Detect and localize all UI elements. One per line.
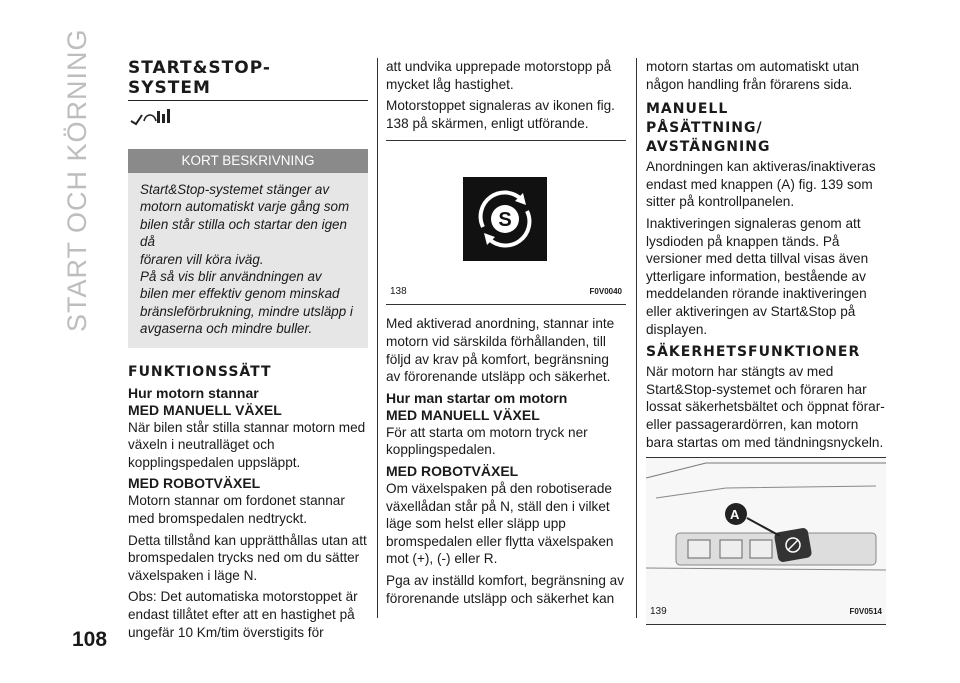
eco-icon (128, 107, 368, 129)
subheading: MED MANUELL VÄXEL (386, 406, 540, 423)
summary-line: bränsleförbrukning, mindre utsläpp i (140, 303, 353, 319)
subheading: Hur motorn stannar (128, 384, 259, 401)
section-heading: PÅSÄTTNING/ (646, 120, 763, 137)
svg-text:S: S (498, 209, 512, 232)
summary-line: avgaserna och mindre buller. (140, 321, 313, 337)
subheading: MED ROBOTVÄXEL (128, 475, 261, 492)
paragraph: Om växelspaken på den robotiserade växellådan står på N, ställ den i vilket läge som helst eller släpp upp bromspedalen eller flytta växelspaken mot (+), (-) eller R. (386, 480, 614, 567)
paragraph: För att starta om motorn tryck ner kopplingspedalen. (386, 424, 588, 458)
page-number: 108 (72, 628, 108, 651)
paragraph: Detta tillstånd kan upprätthållas utan att bromspedalen trycks ned om du sätter växelspaken i läge N. (128, 532, 367, 583)
paragraph: Inaktiveringen signaleras genom att lysdioden på knappen tänds. På versioner med detta tillval visas även ytterligare information, bestående av meddelanden rörande inaktiveringen eller aktiveringen av Start&Stop på displayen. (646, 215, 869, 337)
subheading: MED MANUELL VÄXEL (128, 401, 282, 418)
column-divider (636, 58, 637, 618)
summary-line: föraren vill köra iväg. (140, 251, 264, 267)
section-heading: MANUELL (646, 101, 729, 118)
section-heading: START&STOP- (128, 58, 271, 78)
paragraph: Motorstoppet signaleras av ikonen fig. 138 på skärmen, enligt utförande. (386, 98, 615, 131)
column-2 (386, 58, 626, 611)
summary-line: motorn automatiskt varje gång som (140, 199, 350, 215)
heading-rule (128, 100, 368, 101)
callout-label-a: A (730, 507, 740, 523)
paragraph: Anordningen kan aktiveras/inaktiveras endast med knappen (A) fig. 139 som sitter på kontrollpanelen. (646, 159, 876, 210)
figure-number: 138 (390, 285, 407, 297)
section-heading: SYSTEM (128, 78, 211, 98)
paragraph: att undvika upprepade motorstopp på mycket låg hastighet. (386, 59, 612, 92)
paragraph: Med aktiverad anordning, stannar inte motorn vid särskilda förhållanden, till följd av krav på komfort, begränsning av förorenande utsläpp och säkerhet. (386, 316, 615, 385)
summary-title: KORT BESKRIVNING (128, 149, 368, 173)
control-panel-illustration (646, 458, 886, 608)
start-stop-icon (463, 177, 547, 261)
summary-line: På så vis blir användningen av (140, 269, 322, 285)
section-heading: FUNKTIONSSÄTT (128, 363, 272, 380)
column-1 (128, 58, 368, 645)
paragraph: När bilen står stilla stannar motorn med växeln i neutralläget och kopplingspedalen uppsläppt. (128, 419, 366, 470)
subheading: MED ROBOTVÄXEL (386, 462, 519, 479)
paragraph: Pga av inställd komfort, begränsning av förorenande utsläpp och säkerhet kan (386, 572, 625, 606)
summary-box (128, 173, 368, 348)
section-heading: SÄKERHETSFUNKTIONER (646, 344, 861, 361)
chapter-side-title: START OCH KÖRNING (62, 28, 92, 332)
figure-code: F0V0514 (849, 606, 882, 616)
paragraph: Motorn stannar om fordonet stannar med bromspedalen nedtryckt. (128, 493, 345, 527)
paragraph: Obs: Det automatiska motorstoppet är endast tillåtet efter att en hastighet på ungefär 10 Km/tim överstigits för (128, 589, 358, 640)
summary-line: bilen står stilla och startar den igen då (140, 216, 347, 250)
figure-number: 139 (650, 605, 667, 617)
figure-code: F0V0040 (589, 286, 622, 296)
figure-138 (386, 140, 626, 305)
paragraph: motorn startas om automatiskt utan någon handling från förarens sida. (646, 59, 860, 92)
summary-line: bilen mer effektiv genom minskad (140, 286, 340, 302)
column-3 (646, 58, 886, 625)
figure-139 (646, 457, 886, 625)
paragraph: När motorn har stängts av med Start&Stop-systemet och föraren har lossat säkerhetsbältet och öppnat förar- eller passagerardörren, kan motorn bara startas om med tändningsnyckeln. (646, 364, 885, 450)
section-heading: AVSTÄNGNING (646, 139, 771, 156)
subheading: Hur man startar om motorn (386, 389, 568, 406)
summary-line: Start&Stop-systemet stänger av (140, 182, 330, 197)
column-divider (377, 58, 378, 618)
